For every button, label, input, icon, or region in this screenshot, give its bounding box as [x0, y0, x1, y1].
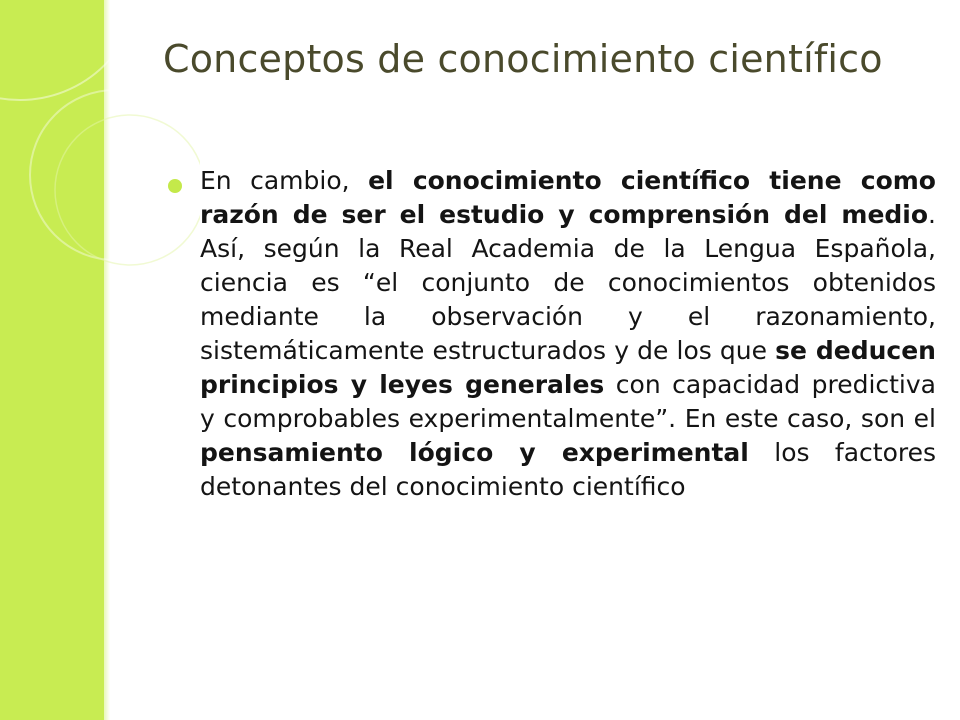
sidebar-edge-gradient: [104, 0, 110, 720]
text-run-4: los factores detonantes del conocimiento científico: [200, 438, 936, 501]
bullet-item: [168, 164, 936, 504]
bold-run-2: se deducen principios y leyes generales: [200, 336, 936, 399]
bullet-text: [200, 164, 936, 504]
text-run-3: con capacidad predictiva y comprobables experimentalmente”. En este caso, son el: [200, 370, 936, 433]
green-sidebar: [0, 0, 104, 720]
slide-title: Conceptos de conocimiento científico: [163, 37, 883, 81]
text-run-2: . Así, según la Real Academia de la Lengua Española, ciencia es “el conjunto de conocimientos obtenidos mediante la observación y el razonamiento, sistemáticamente estructurados y de los que: [200, 200, 936, 365]
bullet-dot-icon: [168, 179, 182, 193]
bold-run-3: pensamiento lógico y experimental: [200, 438, 749, 467]
text-run-1: En cambio,: [200, 166, 369, 195]
bold-run-1: el conocimiento científico tiene como razón de ser el estudio y comprensión del medio: [200, 166, 936, 229]
